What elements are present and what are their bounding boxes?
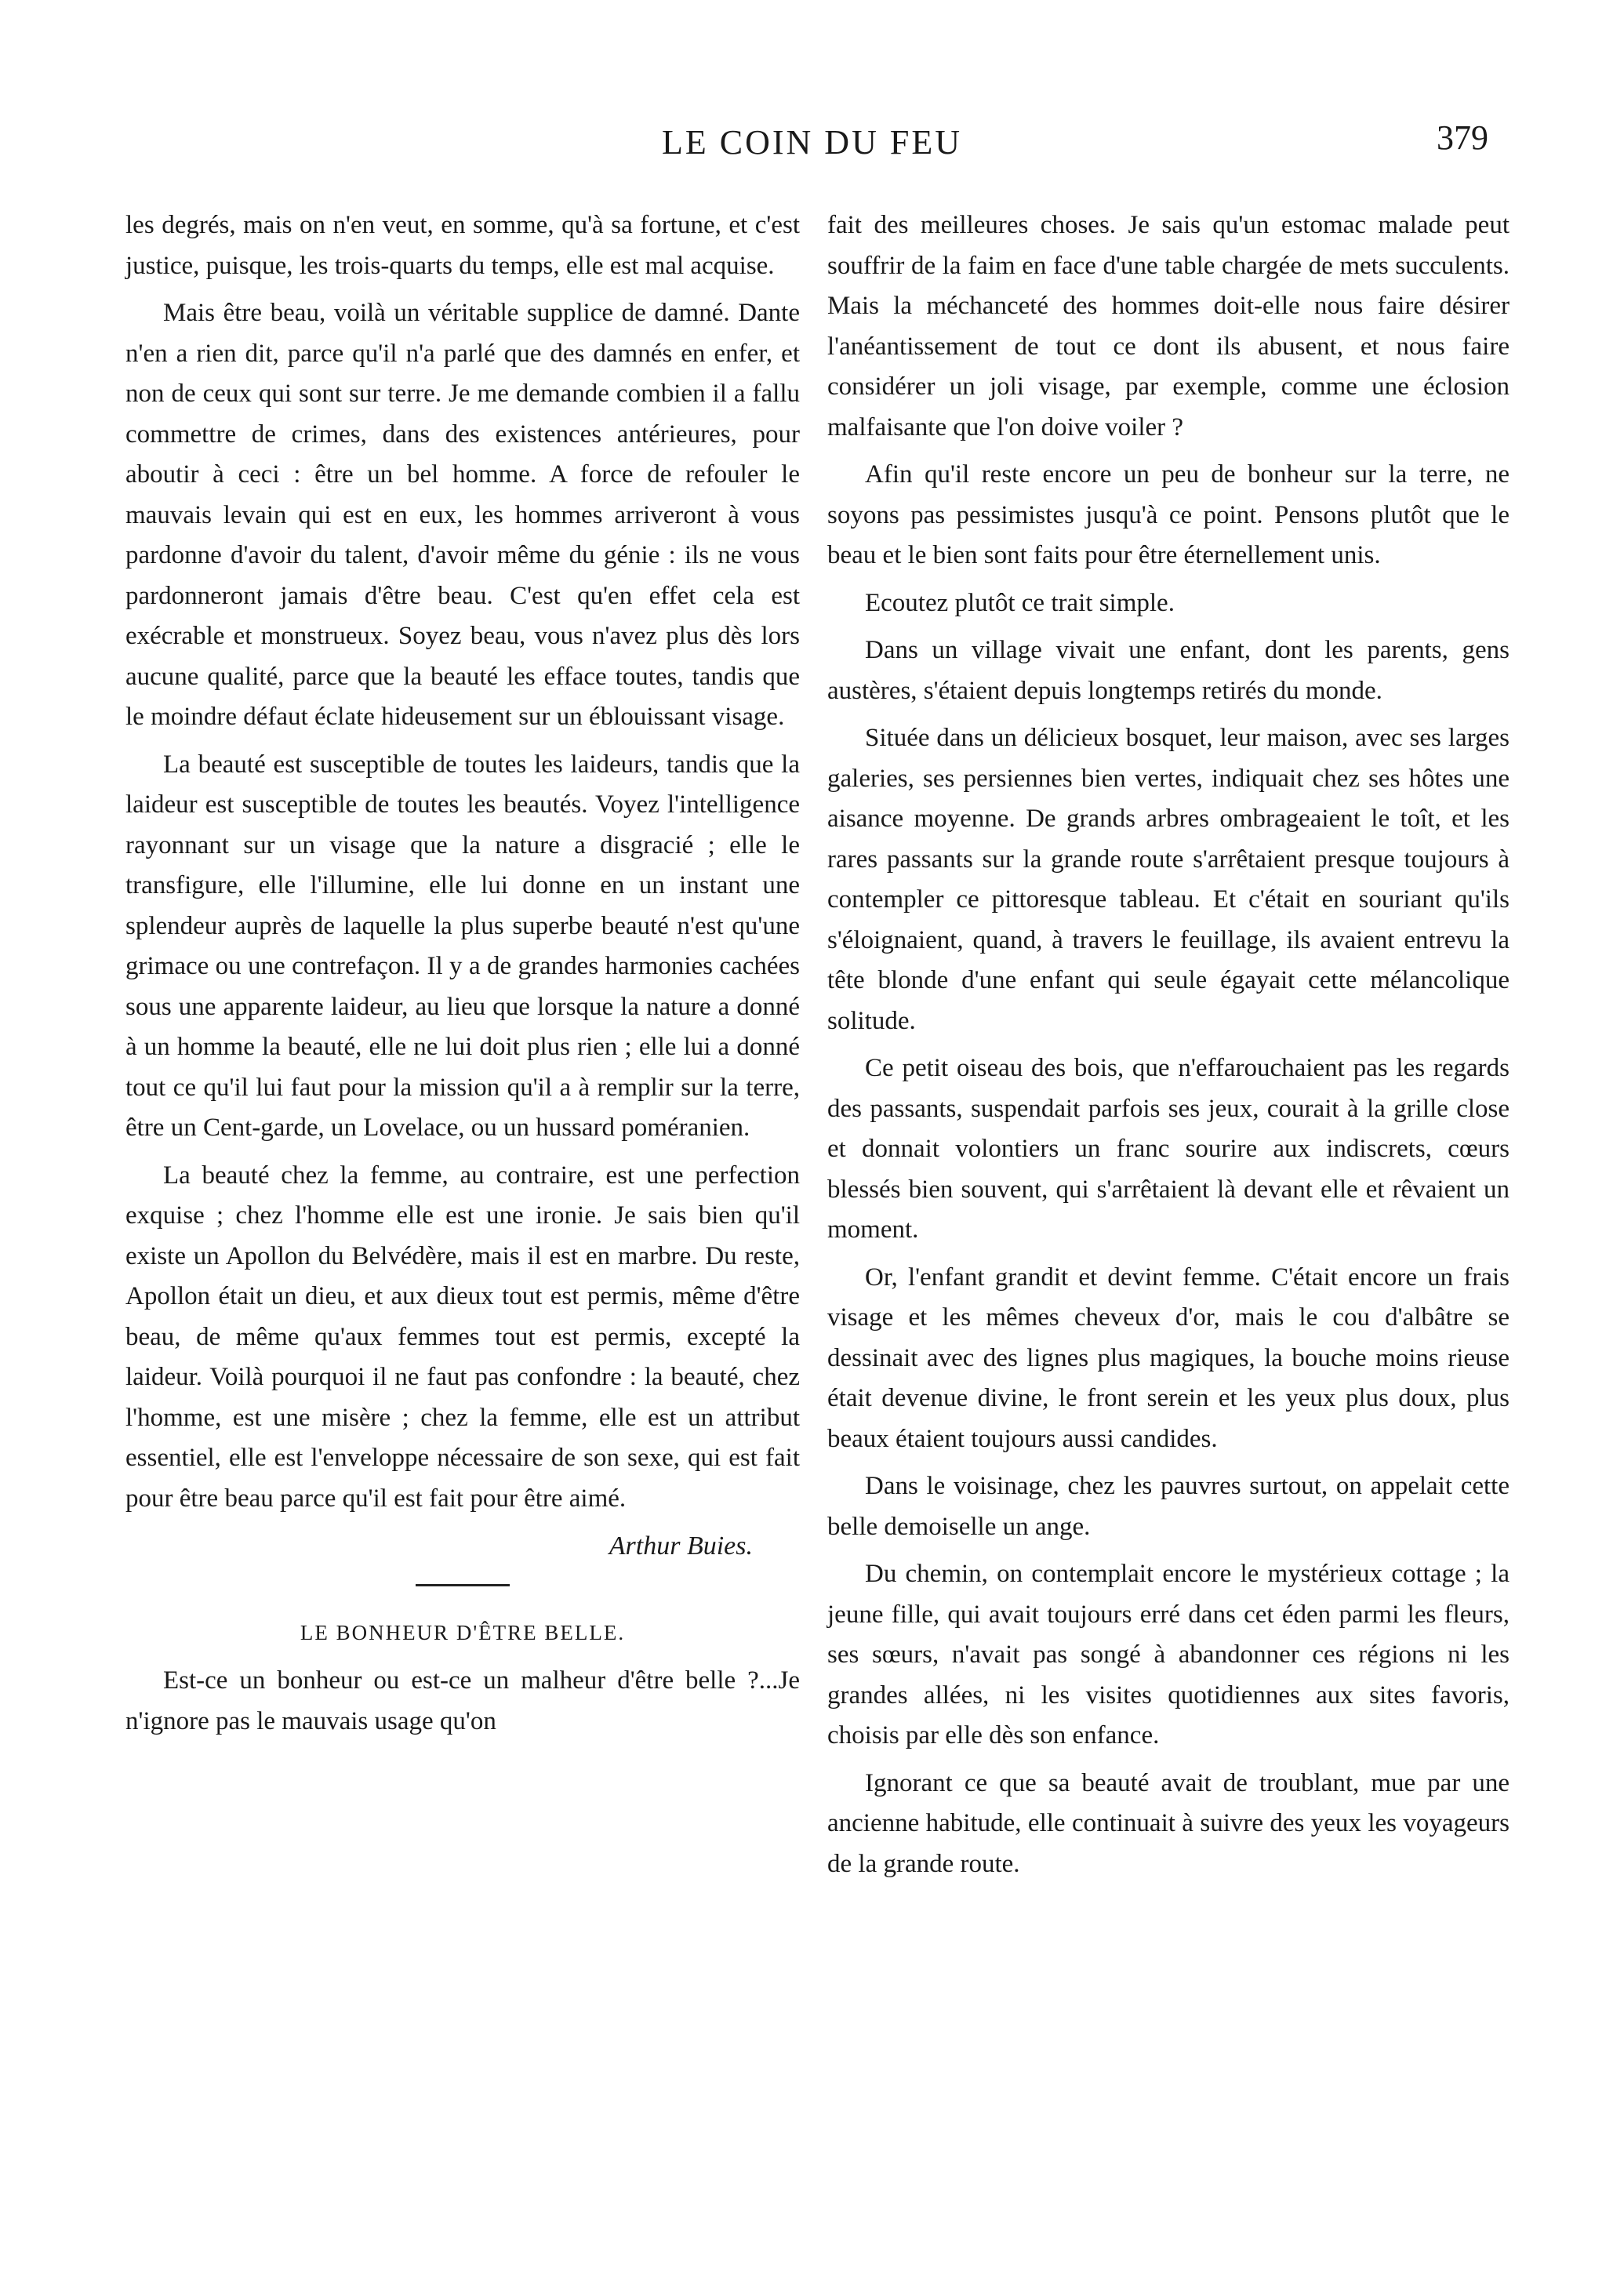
- paragraph: fait des meilleures choses. Je sais qu'un estomac malade peut souffrir de la faim en face d'une table chargée de mets succulents. Mais la méchanceté des hommes doit-elle nous faire désirer l'anéantissement de tout ce dont ils abusent, et nous faire considérer un joli visage, par exemple, comme une éclosion malfaisante que l'on doive voiler ?: [827, 211, 1510, 441]
- paragraph: La beauté chez la femme, au contraire, est une perfection exquise ; chez l'homme elle est une ironie. Je sais bien qu'il existe un Apollon du Belvédère, mais il est en marbre. Du reste, Apollon était un dieu, et aux dieux tout est permis, même d'être beau, de même qu'aux femmes tout est permis, excepté la laideur. Voilà pourquoi il ne faut pas confondre : la beauté, chez l'homme, est une misère ; chez la femme, elle est un attribut essentiel, elle est l'enveloppe nécessaire de son sexe, qui est fait pour être beau parce qu'il est fait pour être aimé.: [125, 1161, 800, 1513]
- paragraph: Ignorant ce que sa beauté avait de troublant, mue par une ancienne habitude, elle continuait à suivre des yeux les voyageurs de la grande route.: [827, 1768, 1510, 1878]
- paragraph: Du chemin, on contemplait encore le mystérieux cottage ; la jeune fille, qui avait toujours erré dans cet éden parmi les fleurs, ses sœurs, n'avait pas songé à abandonner ces régions ni les grandes allées, ni les visites quotidiennes aux sites favoris, choisis par elle dès son enfance.: [827, 1560, 1510, 1749]
- paragraph: Afin qu'il reste encore un peu de bonheur sur la terre, ne soyons pas pessimistes jusqu'à ce point. Pensons plutôt que le beau et le bien sont faits pour être éternellement unis.: [827, 460, 1510, 569]
- paragraph: Située dans un délicieux bosquet, leur maison, avec ses larges galeries, ses persiennes bien vertes, indiquait chez ses hôtes une aisance moyenne. De grands arbres ombrageaient le toît, et les rares passants sur la grande route s'arrêtaient presque toujours à contempler ce pittoresque tableau. Et c'était en souriant qu'ils s'éloignaient, quand, à travers le feuillage, ils avaient entrevu la tête blonde d'une enfant qui seule égayait cette mélancolique solitude.: [827, 724, 1510, 1035]
- running-title: LE COIN DU FEU: [662, 123, 962, 162]
- section-title: LE BONHEUR D'ÊTRE BELLE.: [300, 1620, 626, 1644]
- paragraph: Ce petit oiseau des bois, que n'effarouchaient pas les regards des passants, suspendait parfois ses jeux, courait à la grille close et donnait volontiers un franc sourire aux indiscrets, cœurs blessés bien souvent, qui s'arrêtaient là devant elle et rêvaient un moment.: [827, 1054, 1510, 1244]
- page-number: 379: [1437, 118, 1488, 157]
- right-column: [827, 205, 1510, 1891]
- paragraph: Or, l'enfant grandit et devint femme. C'était encore un frais visage et les mêmes cheveux d'or, mais le cou d'albâtre se dessinait avec des lignes plus magiques, la bouche moins rieuse était devenue divine, le front serein et les yeux plus doux, plus beaux étaient toujours aussi candides.: [827, 1263, 1510, 1453]
- paragraph: les degrés, mais on n'en veut, en somme, qu'à sa fortune, et c'est justice, puisque, les trois-quarts du temps, elle est mal acquise.: [125, 211, 800, 280]
- author-signature: Arthur Buies.: [609, 1531, 753, 1561]
- paragraph: Mais être beau, voilà un véritable supplice de damné. Dante n'en a rien dit, parce qu'il n'a parlé que des damnés en enfer, et non de ceux qui sont sur terre. Je me demande combien il a fallu commettre de crimes, dans des existences antérieures, pour aboutir à ceci : être un bel homme. A force de refouler le mauvais levain qui est en eux, les hommes arriveront à vous pardonne d'avoir du talent, d'avoir même du génie : ils ne vous pardonneront jamais d'être beau. C'est qu'en effet cela est exécrable et monstrueux. Soyez beau, vous n'avez plus dès lors aucune qualité, parce que la beauté les efface toutes, tandis que le moindre défaut éclate hideusement sur un éblouissant visage.: [125, 299, 800, 731]
- paragraph: La beauté est susceptible de toutes les laideurs, tandis que la laideur est susceptible de toutes les beautés. Voyez l'intelligence rayonnant sur un visage que la nature a disgracié ; elle le transfigure, elle l'illumine, elle lui donne en un instant une splendeur auprès de laquelle la plus superbe beauté n'est qu'une grimace ou une contrefaçon. Il y a de grandes harmonies cachées sous une apparente laideur, au lieu que lorsque la nature a donné à un homme la beauté, elle ne lui doit plus rien ; elle lui a donné tout ce qu'il lui faut pour la mission qu'il a à remplir sur la terre, être un Cent-garde, un Lovelace, ou un hussard poméranien.: [125, 750, 800, 1142]
- paragraph: Ecoutez plutôt ce trait simple.: [865, 588, 1175, 617]
- paragraph: Dans le voisinage, chez les pauvres surtout, on appelait cette belle demoiselle un ange.: [827, 1472, 1510, 1541]
- left-column: [125, 205, 800, 1749]
- section-divider: [416, 1584, 510, 1586]
- paragraph: Dans un village vivait une enfant, dont les parents, gens austères, s'étaient depuis longtemps retirés du monde.: [827, 636, 1510, 705]
- paragraph: Est-ce un bonheur ou est-ce un malheur d'être belle ?...Je n'ignore pas le mauvais usage qu'on: [125, 1666, 800, 1735]
